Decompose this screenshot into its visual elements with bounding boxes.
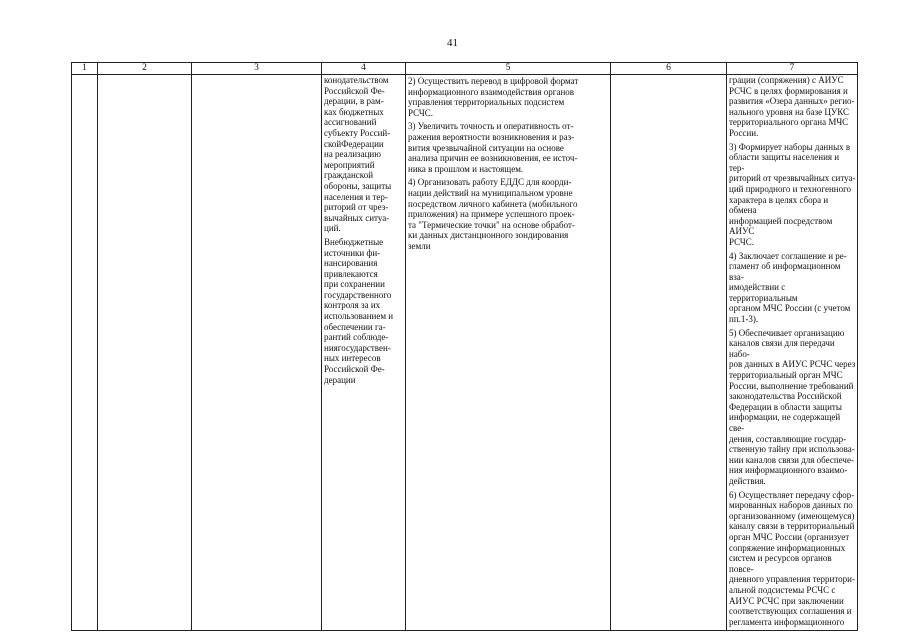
task-item-2: 2) Осуществить перевод в цифровой формат информационного взаимодействия органов управления территориальных подсистем РСЧС. bbox=[408, 76, 579, 118]
column-header-7: 7 bbox=[727, 63, 858, 75]
cell-col-4 bbox=[322, 75, 406, 631]
column-header-3: 3 bbox=[192, 63, 322, 75]
cell-col-6 bbox=[611, 75, 727, 631]
column-number-row bbox=[72, 63, 858, 75]
cell-col-5 bbox=[406, 75, 611, 631]
action-item-4: 4) Заключает соглашение и ре- гламент об информационном вза- имодействии с территориальным органом МЧС России (с учетом пп.1-3). bbox=[729, 250, 851, 325]
action-item-6: 6) Осуществляет передачу сфор- мированных наборов данных по организованному (имеющемуся) каналу связи в территориальный орган МЧС России (организует сопряжение информационных систем и ресурсов органов повсе- дневного управления территори- альной подсистемы РСЧС с АИУС РСЧС при заключении соответствующих соглашения и регламента информационного bbox=[729, 489, 855, 627]
page-number: 41 bbox=[447, 37, 458, 49]
column-header-6: 6 bbox=[611, 63, 727, 75]
column-header-1: 1 bbox=[72, 63, 98, 75]
action-item-5: 5) Обеспечивает организацию каналов связи для передачи набо- ров данных в АИУС РСЧС через территориальный орган МЧС России, выполнение требований законодательства Российской Федерации в области защиты информации, не содержащей све- дения, составляющие государ- ственную тайну при использова- нии каналов связи для обеспече- ния информационного взаимо- действия. bbox=[729, 327, 856, 486]
cell-col-2 bbox=[98, 75, 192, 631]
extrabudgetary-paragraph: Внебюджетные источники фи- нансирования привлекаются при сохранении государственного контроля за их использованием и обеспечении га- рантий соблюде- ниягосударствен- ных интересов Российской Фе- дерации bbox=[324, 236, 394, 385]
action-item-3: 3) Формирует наборы данных в области защиты населения и тер- риторий от чрезвычайных ситуа- ций природного и техногенного характера в целях сбора и обмена информацией посредством АИУС РСЧС. bbox=[729, 141, 856, 247]
funding-paragraph: конодательством Российской Фе- дерации, в рам- ках бюджетных ассигнований субъекту Россий- скойФедерации на реализацию мероприятий гражданской обороны, защиты населения и тер- риторий от чрез- вычайных ситуа- ций. bbox=[324, 75, 392, 234]
cell-col-3 bbox=[192, 75, 322, 631]
column-header-2: 2 bbox=[98, 63, 192, 75]
column-header-4: 4 bbox=[322, 63, 406, 75]
table-row bbox=[72, 75, 858, 631]
task-item-4: 4) Организовать работу ЕДДС для коорди- нации действий на муниципальном уровне посредством личного кабинета (мобильного приложения) на примере успешного проек- та "Термические точки" на основе обработ- ки данных дистанционного зондирования земли bbox=[408, 177, 578, 251]
cell-col-7 bbox=[727, 75, 858, 631]
document-table bbox=[71, 62, 858, 631]
cell-col-1 bbox=[72, 75, 98, 631]
column-header-5: 5 bbox=[406, 63, 611, 75]
action-item-2-cont: грации (сопряжения) с АИУС РСЧС в целях формирования и развития «Озера данных» регио- нального уровня на базе ЦУКС территориального органа МЧС России. bbox=[729, 75, 855, 138]
task-item-3: 3) Увеличить точность и оперативность от- ражения вероятности возникновения и раз- вития чрезвычайной ситуации на основе анализа причин ее возникновения, ее источ- ника в прошлом и настоящем. bbox=[408, 121, 578, 174]
